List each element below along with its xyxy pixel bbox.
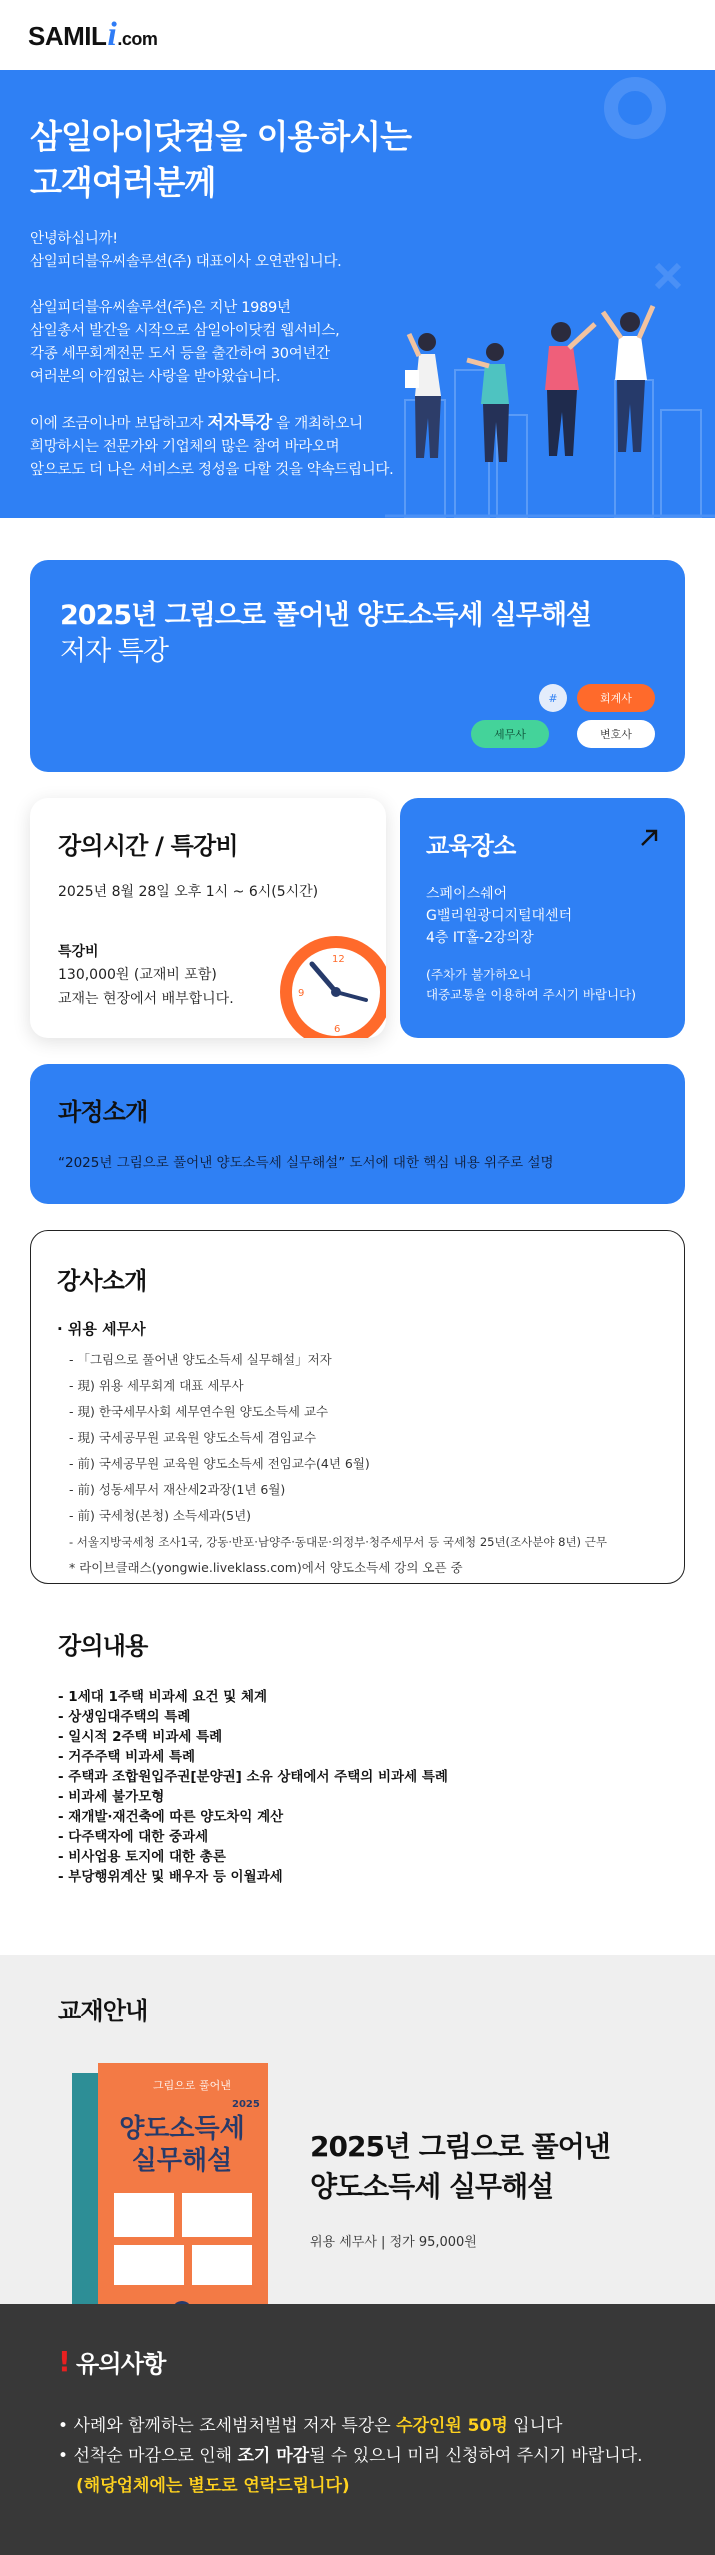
caution-section [0, 2304, 715, 2555]
list-item: - 부당행위계산 및 배우자 등 이월과세 [58, 1869, 283, 1885]
book-cover-year: 2025 [232, 2099, 260, 2110]
career-item: * 라이브클래스(yongwie.liveklass.com)에서 양도소득세 강의 오픈 중 [69, 1560, 463, 1575]
parking-note2: 대중교통을 이용하여 주시기 바랍니다) [426, 987, 636, 1002]
list-item: - 비과세 불가모형 [58, 1789, 165, 1805]
list-item: - 1세대 1주택 비과세 요건 및 체계 [58, 1689, 268, 1705]
contents-list [58, 1687, 657, 1887]
hero-close2: 희망하시는 전문가와 기업체의 많은 참여 바라오며 [30, 439, 340, 455]
list-item: - 비사업용 토지에 대한 총론 [58, 1849, 226, 1865]
lecture-title: 2025년 그림으로 풀어낸 양도소득세 실무해설 [60, 600, 592, 631]
hero-message [30, 228, 685, 482]
instructor-title: 강사소개 [57, 1267, 147, 1295]
arrow-up-right-icon[interactable] [639, 828, 659, 848]
exclamation-icon: ! [58, 2345, 70, 2378]
hero-greeting1: 안녕하십니까! [30, 231, 118, 247]
book-name: 2025년 그림으로 풀어낸 양도소득세 실무해설 [310, 2130, 610, 2203]
time-fee-card [30, 798, 386, 1038]
hero-title-line1: 삼일아이닷컴을 이용하시는 [30, 117, 412, 156]
course-title: 과정소개 [58, 1098, 148, 1126]
book-cover-small-text: 그림으로 풀어낸 [153, 2079, 231, 2092]
list-item: - 주택과 조합원입주권[분양권] 소유 상태에서 주택의 비과세 특례 [58, 1769, 448, 1785]
caution-contact-note: (해당업체에는 별도로 연락드립니다) [76, 2476, 350, 2496]
svg-text:6: 6 [334, 1024, 341, 1035]
list-item: - 일시적 2주택 비과세 특례 [58, 1729, 223, 1745]
hero-title [30, 114, 685, 206]
list-item: - 재개발·재건축에 따른 양도차익 계산 [58, 1809, 284, 1825]
instructor-name: · 위용 세무사 [57, 1320, 146, 1338]
logo-i: i [107, 16, 117, 53]
hero-body1: 삼일피더블유씨솔루션(주)은 지난 1989년 [30, 300, 291, 316]
career-item: - 現) 한국세무사회 세무연수원 양도소득세 교수 [69, 1404, 329, 1419]
logo-dotcom: .com [117, 29, 158, 49]
instructor-card [30, 1230, 685, 1584]
instructor-career-list [57, 1347, 658, 1581]
book-cover-image [72, 2063, 268, 2304]
caution-list [58, 2411, 657, 2471]
list-item: - 다주택자에 대한 중과세 [58, 1829, 209, 1845]
career-item: - 前) 국세공무원 교육원 양도소득세 전임교수(4년 6월) [69, 1456, 370, 1471]
lecture-title-card [30, 560, 685, 772]
tag-accountant: 회계사 [577, 684, 655, 712]
caution-title: ! 유의사항 [58, 2345, 166, 2378]
list-item: - 거주주택 비과세 특례 [58, 1749, 196, 1765]
caution-item: • 선착순 마감으로 인해 조기 마감될 수 있으니 미리 신청하여 주시기 바랍니다. [58, 2441, 657, 2471]
hero-body3: 각종 세무회계전문 도서 등을 출간하여 30여년간 [30, 346, 330, 362]
parking-note1: (주차가 불가하오니 [426, 967, 532, 982]
clock-icon [274, 930, 386, 1038]
book-cover-title2: 실무해설 [131, 2146, 233, 2176]
career-item: - 前) 성동세무서 재산세2과장(1년 6월) [69, 1482, 286, 1497]
location-name: 스페이스쉐어 [426, 886, 508, 902]
location-title: 교육장소 [426, 832, 516, 860]
fee-amount: 130,000원 (교재비 포함) [58, 967, 217, 983]
lecture-date: 2025년 8월 28일 오후 1시 ~ 6시(5시간) [58, 884, 319, 900]
tag-tax-accountant: 세무사 [471, 720, 549, 748]
career-item: - 서울지방국세청 조사1국, 강동·반포·남양주·동대문·의정부·청주세무서 등 국세청 25년(조사분야 8년) 근무 [69, 1535, 607, 1549]
fee-note: 교재는 현장에서 배부합니다. [58, 991, 234, 1007]
svg-text:9: 9 [298, 988, 305, 999]
caution-item: • 사례와 함께하는 조세범처벌법 저자 특강은 수강인원 50명 입니다 [58, 2411, 657, 2441]
svg-text:12: 12 [332, 954, 345, 965]
book-author-price: 위용 세무사 | 정가 95,000원 [310, 2235, 477, 2250]
hero-body4: 여러분의 아낌없는 사랑을 받아왔습니다. [30, 369, 281, 385]
fee-label: 특강비 [58, 944, 99, 960]
textbook-section [0, 1955, 715, 2304]
location-building: G밸리원광디지털대센터 [426, 908, 573, 924]
career-item: - 現) 위용 세무회계 대표 세무사 [69, 1378, 244, 1393]
hero-title-line2: 고객여러분께 [30, 163, 216, 202]
logo-text: SAMIL [28, 21, 107, 51]
lecture-subtitle: 저자 특강 [60, 636, 168, 667]
samil-logo[interactable] [28, 16, 157, 54]
location-card[interactable] [400, 798, 685, 1038]
contents-title: 강의내용 [58, 1632, 148, 1660]
lecture-contents [0, 1584, 715, 1887]
list-item: - 상생임대주택의 특례 [58, 1709, 191, 1725]
career-item: - 現) 국세공무원 교육원 양도소득세 겸임교수 [69, 1430, 317, 1445]
location-room: 4층 IT홀-2강의장 [426, 930, 534, 946]
hero-close1: 이에 조금이나마 보답하고자 저자특강 을 개최하오니 [30, 413, 363, 433]
time-fee-title: 강의시간 / 특강비 [58, 832, 238, 860]
book-cover-title1: 양도소득세 [119, 2114, 245, 2144]
top-bar [0, 0, 715, 70]
course-intro-card [30, 1064, 685, 1204]
hero-section [0, 70, 715, 518]
course-description: “2025년 그림으로 풀어낸 양도소득세 실무해설” 도서에 대한 핵심 내용 위주로 설명 [58, 1155, 554, 1171]
hero-body2: 삼일총서 발간을 시작으로 삼일아이닷컴 웹서비스, [30, 323, 340, 339]
hash-tag: # [539, 684, 567, 712]
hero-close3: 앞으로도 더 나은 서비스로 정성을 다할 것을 약속드립니다. [30, 462, 394, 478]
textbook-title: 교재안내 [58, 1997, 148, 2025]
tag-lawyer: 변호사 [577, 720, 655, 748]
career-item: - 前) 국세청(본청) 소득세과(5년) [69, 1508, 252, 1523]
hero-greeting2: 삼일피더블유씨솔루션(주) 대표이사 오연관입니다. [30, 254, 342, 270]
career-item: - 「그림으로 풀어낸 양도소득세 실무해설」저자 [69, 1352, 332, 1367]
